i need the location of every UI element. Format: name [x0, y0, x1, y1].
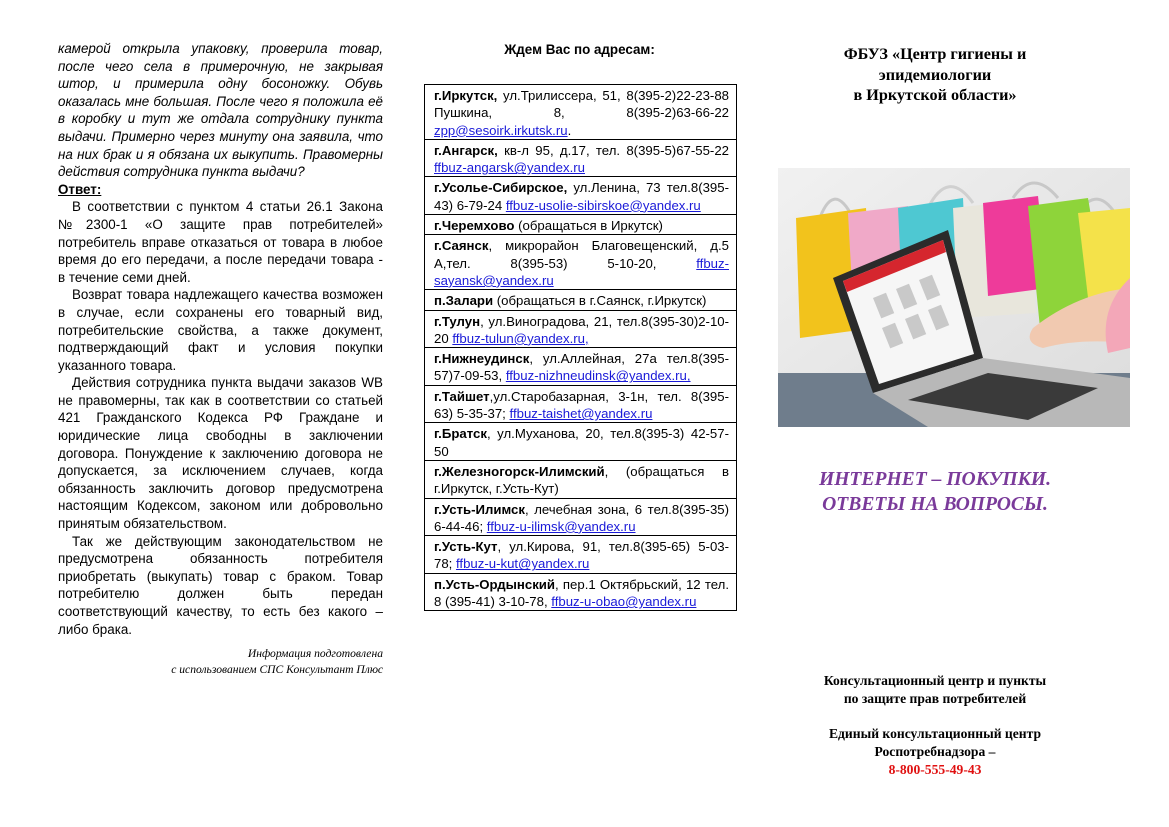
address-city: г.Нижнеудинск — [434, 351, 530, 367]
address-email-link[interactable]: ffbuz-angarsk@yandex.ru — [434, 160, 585, 176]
address-email-link[interactable]: ffbuz-sayansk@yandex.ru — [434, 255, 729, 288]
shopping-laptop-image — [778, 168, 1130, 427]
address-cell — [425, 536, 737, 574]
address-details: , ул.Виноградова, 21, тел.8(395-30)2-10-20 — [434, 313, 729, 346]
address-city: п.Залари — [434, 293, 494, 309]
address-email-link[interactable]: ffbuz-taishet@yandex.ru — [509, 406, 653, 422]
address-row — [425, 85, 737, 140]
headline-line-2: ОТВЕТЫ НА ВОПРОСЫ. — [822, 494, 1048, 515]
answer-paragraph-4: Так же действующим законодательством не предусмотрена обязанность потребителя приобретать (выкупать) товар с браком. Товар потребителю должен быть передан соответствующий качеству, то есть без какого – либо брака. — [58, 533, 383, 637]
address-email-link[interactable]: ffbuz-usolie-sibirskoe@yandex.ru — [505, 197, 701, 213]
address-email-link[interactable]: ffbuz-u-ilimsk@yandex.ru — [486, 518, 636, 534]
address-details: , пер.1 Октябрьский, 12 тел. 8 (395-41) 3-10-78, — [434, 576, 729, 610]
answer-paragraph-3: Действия сотрудника пункта выдачи заказов WB не правомерны, так как в соответствии со статьей 421 Гражданского Кодекса РФ Граждане и юридические лица свободны в заключении договора. Понуждение к заключению договора не допускается, за исключением случаев, когда обязанность заключить договор предусмотрена настоящим Кодексом, законом или добровольно принятым обязательством. — [58, 375, 383, 532]
brochure-headline — [785, 467, 1085, 517]
left-column — [58, 40, 383, 677]
address-city: г.Тулун — [434, 313, 481, 329]
address-city: г.Усть-Кут — [434, 539, 498, 555]
addresses-table — [424, 84, 737, 611]
address-cell — [425, 460, 737, 498]
source-note-line-1: Информация подготовлена — [247, 647, 383, 661]
addresses-title: Ждем Вас по адресам: — [504, 42, 655, 57]
address-cell — [425, 139, 737, 177]
org-line-1: ФБУЗ «Центр гигиены и — [843, 45, 1027, 63]
address-details: (обращаться в г.Саянск, г.Иркутск) — [493, 293, 707, 309]
answer-heading: Ответ: — [58, 181, 102, 197]
address-details: ,ул.Старобазарная, 3-1н, тел. 8(395-63) 5-35-37; — [434, 388, 729, 422]
address-city: г.Железногорск-Илимский — [434, 463, 605, 479]
address-city: г.Саянск — [434, 238, 489, 254]
answer-paragraph-2: Возврат товара надлежащего качества возможен в случае, если сохранены его товарный вид, потребительские свойства, а также документ, подтверждающий факт и условия покупки указанного товара. — [58, 287, 383, 373]
address-details: , ул.Аллейная, 27а тел.8(395-57)7-09-53, — [434, 351, 729, 384]
address-cell — [425, 85, 737, 140]
address-row — [425, 385, 737, 423]
address-row — [425, 348, 737, 386]
address-details: , микрорайон Благовещенский, д.5 А,тел. 8(395-53) 5-10-20, — [434, 238, 729, 271]
address-cell — [425, 348, 737, 386]
address-city: г.Тайшет — [434, 388, 490, 404]
address-city: г.Ангарск, — [434, 142, 498, 158]
address-email-link[interactable]: ffbuz-tulun@yandex.ru, — [452, 330, 589, 346]
address-city: г.Усть-Илимск — [434, 501, 525, 517]
address-details: кв-л 95, д.17, тел. 8(395-5)67-55-22 — [497, 142, 729, 158]
address-cell — [425, 310, 737, 348]
headline-line-1: ИНТЕРНЕТ – ПОКУПКИ. — [818, 469, 1052, 490]
address-details: , ул.Кирова, 91, тел.8(395-65) 5-03-78; — [434, 539, 729, 572]
org-line-2: эпидемиологии — [878, 65, 992, 84]
answer-paragraph-1: В соответствии с пунктом 4 статьи 26.1 Закона №2300-1 «О защите прав потребителей» потребитель вправе отказаться от товара в любое время до его передачи, а после передачи товара - в течение семи дней. — [58, 199, 383, 285]
address-cell — [425, 573, 737, 611]
address-row — [425, 498, 737, 536]
consultation-info — [785, 672, 1085, 779]
address-email-link[interactable]: zpp@sesoirk.irkutsk.ru — [434, 122, 568, 138]
address-details: , ул.Муханова, 20, тел.8(395-3) 42-57-50 — [434, 426, 729, 459]
address-details: , лечебная зона, 6 тел.8(395-35) 6-44-46; — [434, 501, 729, 534]
address-tail: . — [567, 122, 572, 138]
consult-line-2: по защите прав потребителей — [843, 691, 1027, 706]
central-line-2: Роспотребнадзора – — [874, 744, 996, 759]
address-row — [425, 139, 737, 177]
address-details: , (обращаться в г.Иркутск, г.Усть-Кут) — [434, 463, 729, 497]
address-email-link[interactable]: ffbuz-nizhneudinsk@yandex.ru, — [505, 368, 691, 384]
organization-name — [785, 44, 1085, 106]
address-cell — [425, 423, 737, 461]
address-cell — [425, 235, 737, 290]
address-row — [425, 423, 737, 461]
address-details: ул.Ленина, 73 тел.8(395-43) 6-79-24 — [434, 180, 729, 213]
address-cell — [425, 385, 737, 423]
address-details: ул.Трилиссера, 51, 8(395-2)22-23-88 Пушкина, 8, 8(395-2)63-66-22 — [434, 88, 729, 121]
address-row — [425, 177, 737, 215]
address-row — [425, 290, 737, 310]
address-cell — [425, 177, 737, 215]
address-email-link[interactable]: ffbuz-u-kut@yandex.ru — [456, 556, 590, 572]
address-cell — [425, 498, 737, 536]
address-row — [425, 460, 737, 498]
source-note — [58, 646, 383, 677]
address-city: п.Усть-Ордынский — [434, 576, 556, 592]
org-line-3: в Иркутской области» — [853, 86, 1017, 104]
address-city: г.Усолье-Сибирское, — [434, 180, 568, 196]
address-city: г.Иркутск, — [434, 88, 498, 103]
address-city: г.Черемхово — [434, 218, 515, 234]
question-text: камерой открыла упаковку, проверила товар, после чего села в примерочную, не закрывая штор, и примерила одну босоножку. Обувь оказалась мне большая. После чего я положила её в коробку и тут же отдала сотруднику пункта выдачи. Примерно через минуту она заявила, что на них брак и я обязана их выкупить. Правомерны действия сотрудника пункта выдачи? — [58, 41, 383, 180]
address-cell — [425, 215, 737, 235]
address-details: (обращаться в Иркутск) — [514, 218, 663, 234]
address-row — [425, 573, 737, 611]
address-cell — [425, 290, 737, 310]
address-row — [425, 536, 737, 574]
address-email-link[interactable]: ffbuz-u-obao@yandex.ru — [551, 594, 697, 610]
central-line-1: Единый консультационный центр — [828, 726, 1042, 741]
address-row — [425, 215, 737, 235]
address-row — [425, 235, 737, 290]
hotline-phone[interactable]: 8-800-555-49-43 — [888, 762, 982, 777]
source-note-line-2: с использованием СПС Консультант Плюс — [171, 662, 383, 676]
address-row — [425, 310, 737, 348]
address-city: г.Братск — [434, 426, 487, 442]
consult-line-1: Консультационный центр и пункты — [823, 673, 1047, 688]
